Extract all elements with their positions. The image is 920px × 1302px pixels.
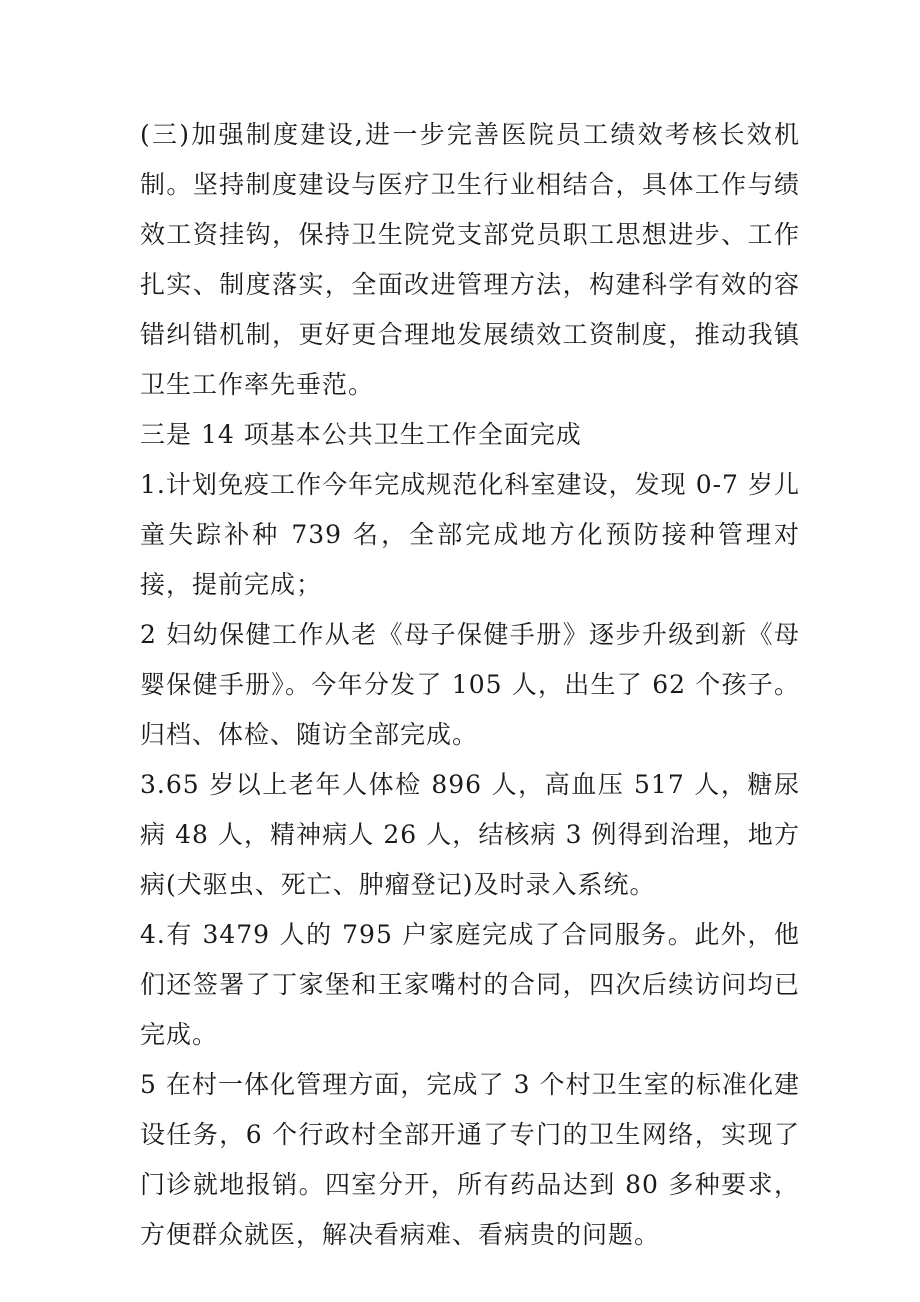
paragraph-item-2-maternal-child: 2 妇幼保健工作从老《母子保健手册》逐步升级到新《母婴保健手册》。今年分发了 105 人，出生了 62 个孩子。归档、体检、随访全部完成。: [140, 620, 800, 749]
paragraph-item-4-family-contract: 4.有 3479 人的 795 户家庭完成了合同服务。此外，他们还签署了丁家堡和王家嘴村的合同，四次后续访问均已完成。: [140, 920, 800, 1049]
paragraph-item-5-village-management: 5 在村一体化管理方面，完成了 3 个村卫生室的标准化建设任务，6 个行政村全部开通了专门的卫生网络，实现了门诊就地报销。四室分开，所有药品达到 80 多种要求，方便群众就医，解决看病难、看病贵的问题。: [140, 1070, 800, 1249]
document-body: [140, 110, 800, 1260]
paragraph-section-heading: 三是 14 项基本公共卫生工作全面完成: [140, 420, 582, 449]
paragraph-item-1-immunization: 1.计划免疫工作今年完成规范化科室建设，发现 0-7 岁儿童失踪补种 739 名，全部完成地方化预防接种管理对接，提前完成；: [140, 470, 800, 599]
paragraph-item-3-elderly-checkup: 3.65 岁以上老年人体检 896 人，高血压 517 人，糖尿病 48 人，精神病人 26 人，结核病 3 例得到治理，地方病(犬驱虫、死亡、肿瘤登记)及时录入系统。: [140, 770, 800, 899]
paragraph-institution-building: (三)加强制度建设,进一步完善医院员工绩效考核长效机制。坚持制度建设与医疗卫生行业相结合，具体工作与绩效工资挂钩，保持卫生院党支部党员职工思想进步、工作扎实、制度落实，全面改进管理方法，构建科学有效的容错纠错机制，更好更合理地发展绩效工资制度，推动我镇卫生工作率先垂范。: [140, 120, 800, 399]
